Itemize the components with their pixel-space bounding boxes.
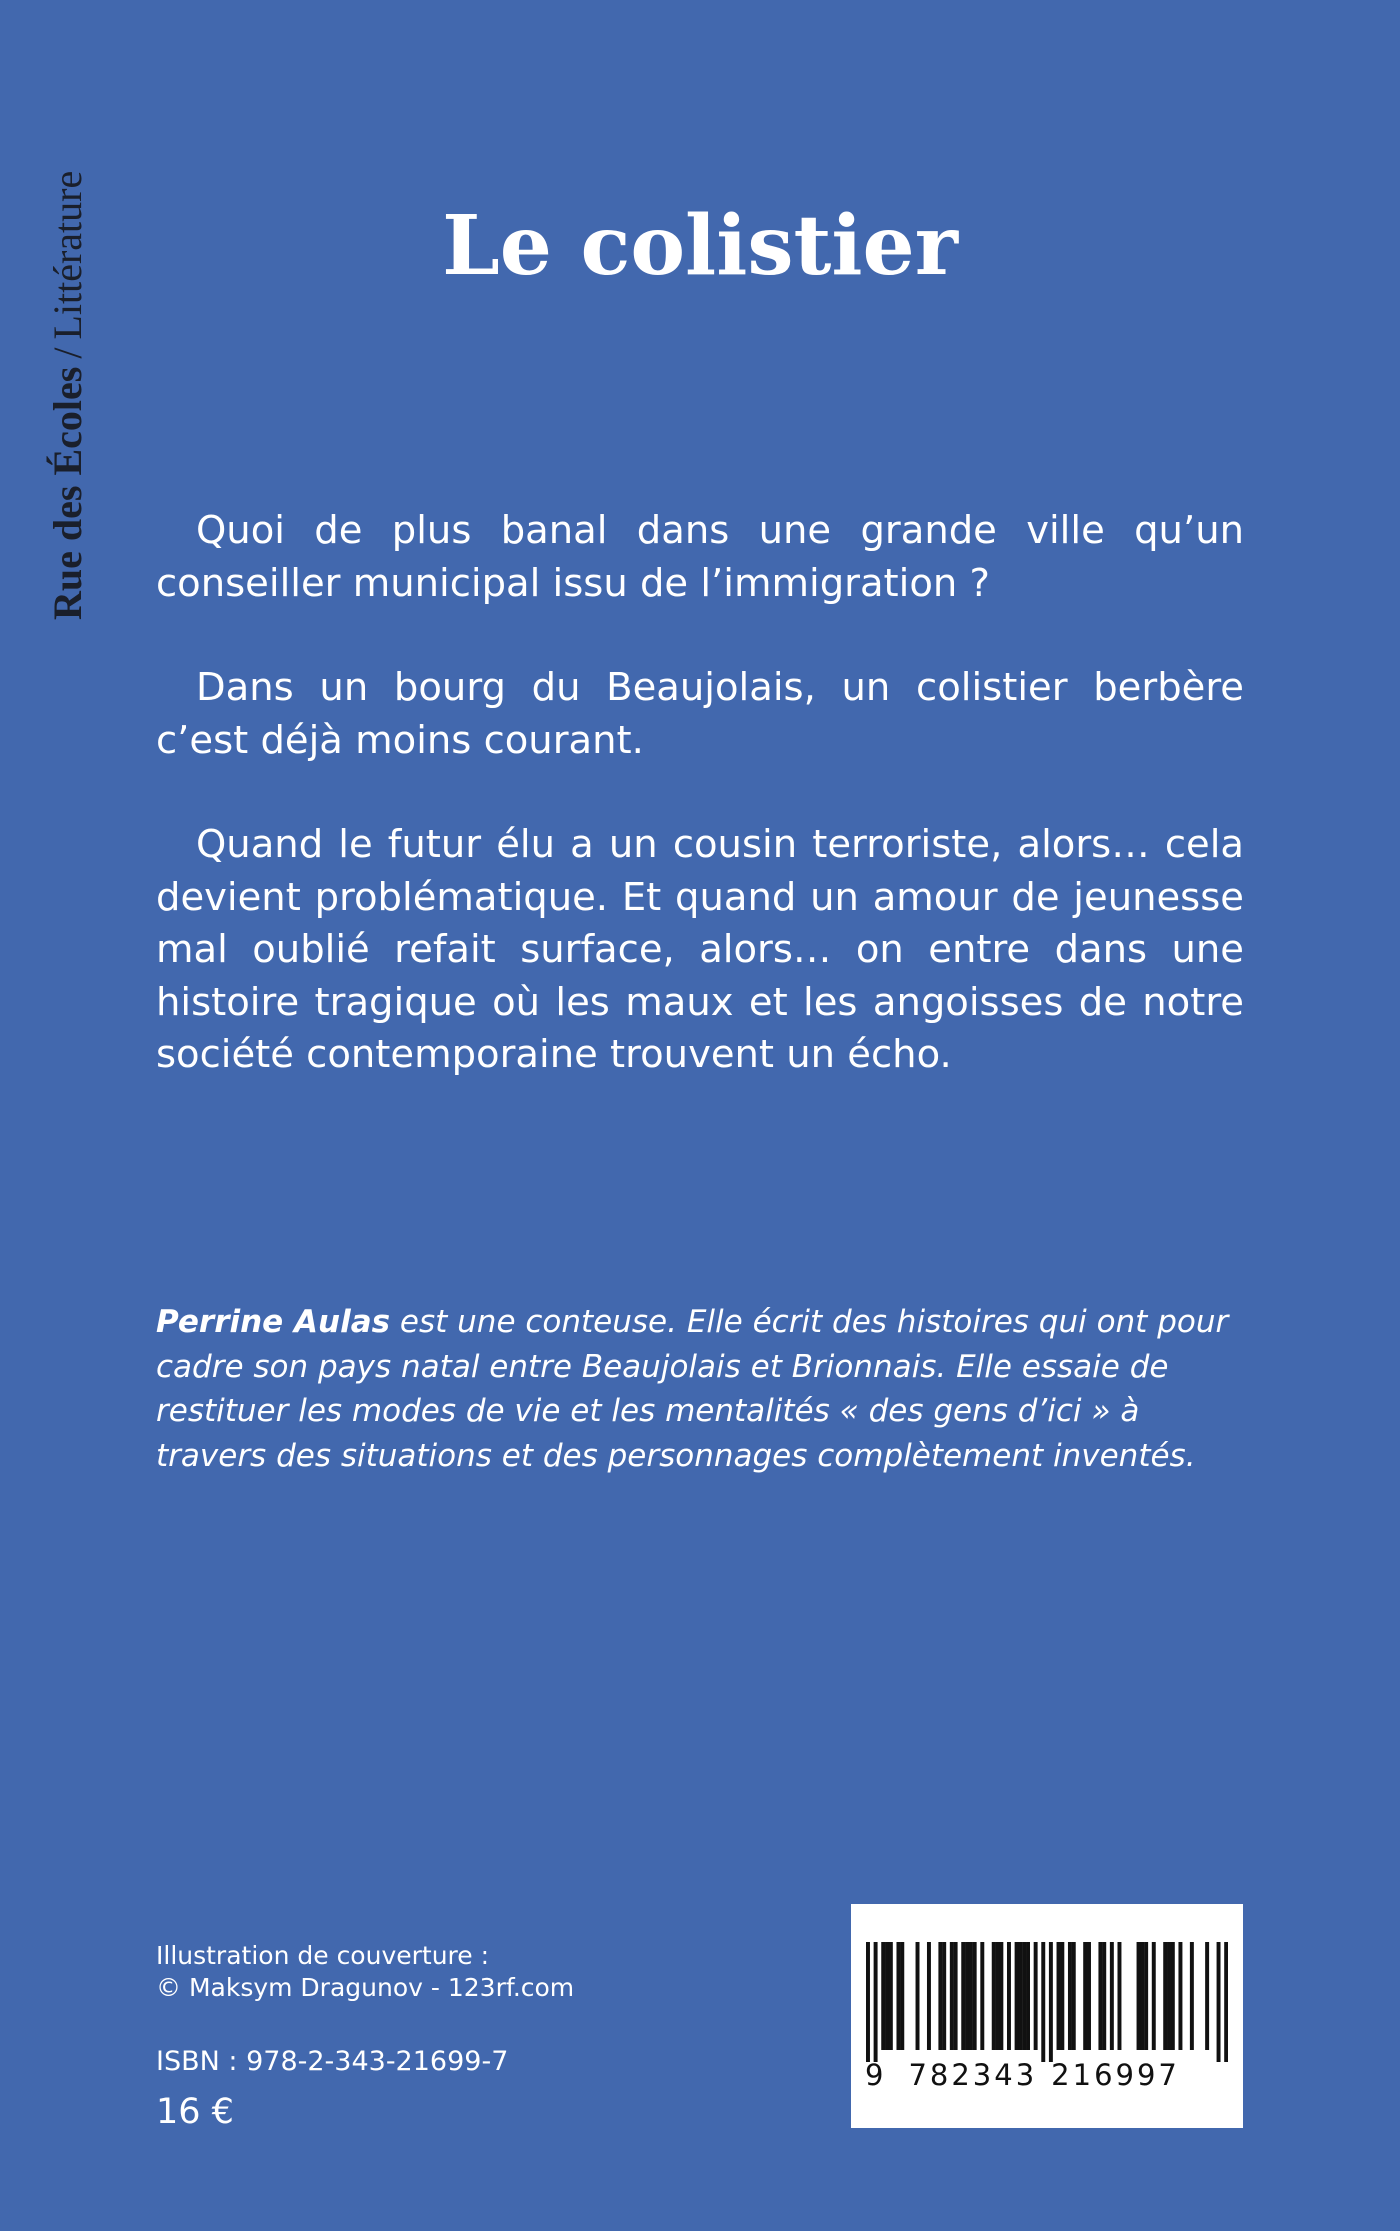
- barcode-bar: [1034, 1942, 1038, 2050]
- barcode-bar: [1026, 1942, 1030, 2050]
- barcode-guard-bar: [1041, 1942, 1045, 2062]
- barcode-first-digit: 9: [865, 2058, 887, 2092]
- barcode-bar: [1083, 1942, 1087, 2050]
- barcode-bar: [980, 1942, 984, 2050]
- barcode-bar: [954, 1942, 958, 2050]
- barcode-bar: [889, 1942, 893, 2050]
- barcode-bar: [1152, 1942, 1156, 2050]
- barcode-bar: [1022, 1942, 1026, 2050]
- barcode-bar: [992, 1942, 996, 2050]
- barcode-guard-bar: [874, 1942, 878, 2062]
- barcode-guard-bar: [1049, 1942, 1053, 2062]
- barcode-bar: [1018, 1942, 1022, 2050]
- barcode-bar: [938, 1942, 942, 2050]
- barcode-bar: [965, 1942, 969, 2050]
- barcode-bar: [885, 1942, 889, 2050]
- barcode-bar: [1072, 1942, 1076, 2050]
- credits-label: Illustration de couverture :: [156, 1941, 490, 1970]
- barcode-bar: [1087, 1942, 1091, 2050]
- barcode-group-2: 216997: [1051, 2058, 1180, 2092]
- price-text: 16 €: [156, 2092, 234, 2132]
- barcode-bar: [973, 1942, 977, 2050]
- barcode-bar: [916, 1942, 920, 2050]
- barcode-bar: [1171, 1942, 1175, 2050]
- barcode-bar: [1190, 1942, 1194, 2050]
- barcode-bar: [1110, 1942, 1114, 2050]
- barcode-bar: [927, 1942, 931, 2050]
- barcode-bar: [1098, 1942, 1102, 2050]
- barcode-bar: [896, 1942, 900, 2050]
- barcode-bar: [1144, 1942, 1148, 2050]
- author-bio: [156, 1300, 1246, 1478]
- barcode-bar: [881, 1942, 885, 2050]
- barcode-bar: [1117, 1942, 1121, 2050]
- author-bio-text: est une conteuse. Elle écrit des histoires qui ont pour cadre son pays natal entre Beaujolais et Brionnais. Elle essaie de restituer les modes de vie et les mentalités « des gens d’ici » à travers des situations et des personnages complètement inventés.: [156, 1304, 1229, 1474]
- barcode-bar: [942, 1942, 946, 2050]
- spine-separator: /: [45, 347, 90, 359]
- illustration-credits: [156, 1940, 574, 2004]
- credits-source: © Maksym Dragunov - 123rf.com: [156, 1973, 575, 2002]
- barcode-bar: [950, 1942, 954, 2050]
- blurb-paragraph: Quand le futur élu a un cousin terroriste, alors… cela devient problématique. Et quand un amour de jeunesse mal oublié refait surface, alors… on entre dans une histoire tragique où les maux et les angoisses de notre société contemporaine trouvent un écho.: [156, 822, 1244, 1077]
- barcode-bar: [1102, 1942, 1106, 2050]
- barcode-bar: [1007, 1942, 1011, 2050]
- barcode-bar: [1068, 1942, 1072, 2050]
- barcode-group-1: 782343: [908, 2058, 1038, 2092]
- barcode-bar: [1163, 1942, 1167, 2050]
- author-name: Perrine Aulas: [156, 1304, 391, 1340]
- isbn-text: ISBN : 978-2-343-21699-7: [156, 2046, 509, 2077]
- collection-category: Littérature: [45, 170, 90, 340]
- barcode-bar: [961, 1942, 965, 2050]
- barcode-bars: [866, 1942, 1228, 2062]
- book-title: Le colistier: [442, 198, 958, 294]
- barcode-bar: [900, 1942, 904, 2050]
- barcode-bar: [996, 1942, 1000, 2050]
- barcode-bar: [1140, 1942, 1144, 2050]
- back-cover-blurb: [156, 505, 1244, 1134]
- barcode-guard-bar: [1217, 1942, 1221, 2062]
- barcode-bar: [1167, 1942, 1171, 2050]
- barcode-bar: [1015, 1942, 1019, 2050]
- barcode-bar: [1178, 1942, 1182, 2050]
- barcode-bar: [1205, 1942, 1209, 2050]
- barcode-panel: [851, 1904, 1243, 2128]
- barcode-number: [865, 2059, 1229, 2091]
- barcode-guard-bar: [866, 1942, 870, 2062]
- blurb-paragraph: Quoi de plus banal dans une grande ville qu’un conseiller municipal issu de l’immigration ?: [156, 508, 1244, 606]
- barcode-bar: [969, 1942, 973, 2050]
- barcode-guard-bar: [1224, 1942, 1228, 2062]
- barcode-bar: [999, 1942, 1003, 2050]
- barcode-bar: [1057, 1942, 1061, 2050]
- barcode-bar: [1060, 1942, 1064, 2050]
- barcode-bar: [1137, 1942, 1141, 2050]
- blurb-paragraph: Dans un bourg du Beaujolais, un colistier berbère c’est déjà moins courant.: [156, 665, 1244, 763]
- collection-name: Rue des Écoles: [45, 366, 90, 620]
